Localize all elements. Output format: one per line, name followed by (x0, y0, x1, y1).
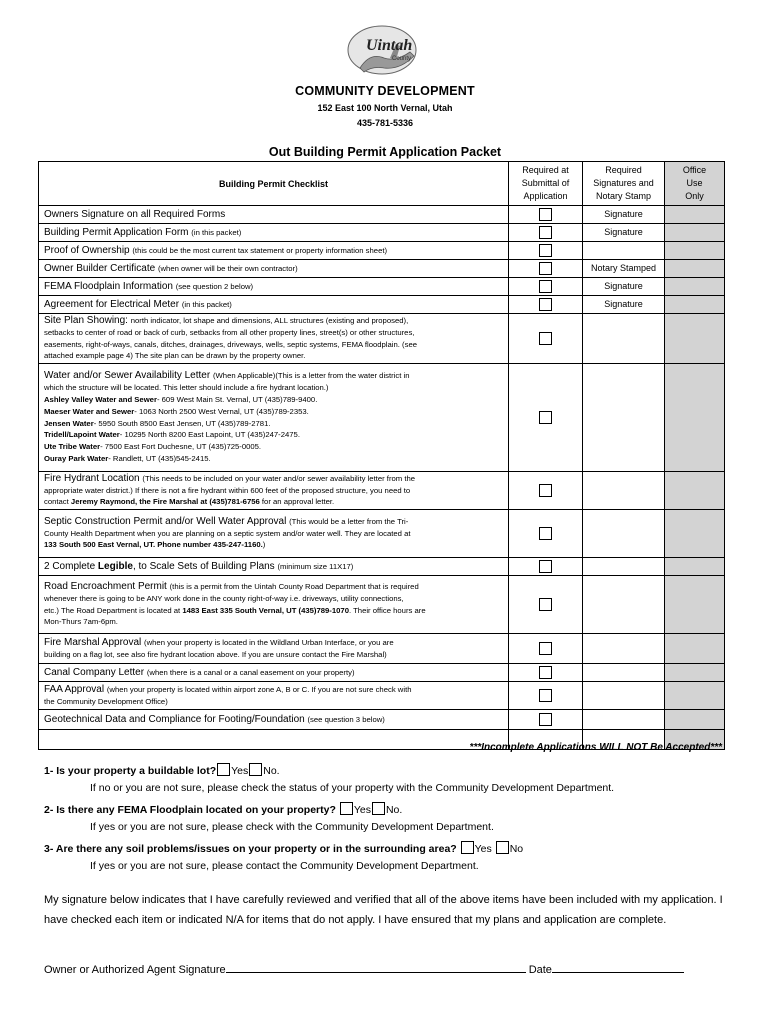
office-use-cell (665, 634, 725, 664)
signature-requirement: Notary Stamped (583, 260, 665, 278)
q1-yes-checkbox[interactable] (217, 763, 230, 776)
required-checkbox[interactable] (539, 527, 552, 540)
checklist-row (39, 278, 725, 296)
office-use-cell (665, 314, 725, 364)
q1-no-checkbox[interactable] (249, 763, 262, 776)
checklist-item-text: Site Plan Showing: north indicator, lot shape and dimensions, ALL structures (existing and proposed), setbacks to center of road or back of curb, setbacks from all other property lines, street(s) or other structures, easements, right-of-ways, canals, ditches, drainages, driveways, wells, septic systems, FEMA floodplain. (see attached example page 4) The site plan can be drawn by the property owner. (39, 314, 509, 364)
signature-requirement (583, 634, 665, 664)
permit-checklist-table (38, 161, 725, 750)
required-checkbox-cell (509, 634, 583, 664)
svg-text:County: County (392, 56, 412, 62)
signature-requirement (583, 242, 665, 260)
incomplete-notice: ***Incomplete Applications WILL NOT Be Accepted*** (469, 742, 722, 753)
checklist-header-row (39, 162, 725, 206)
office-use-cell (665, 278, 725, 296)
department-address: 152 East 100 North Vernal, Utah (317, 103, 453, 113)
checklist-item-text: Fire Hydrant Location (This needs to be included on your water and/or sewer availability letter from the appropriate water district.) If there is not a fire hydrant within 600 feet of the proposed structure, you need to contact Jeremy Raymond, the Fire Marshal at (435)781-6756 for an approval letter. (39, 472, 509, 510)
signature-requirement (583, 664, 665, 682)
checklist-column-header: Building Permit Checklist (39, 162, 509, 206)
required-checkbox[interactable] (539, 642, 552, 655)
checklist-row (39, 242, 725, 260)
office-use-cell (665, 224, 725, 242)
office-use-cell (665, 260, 725, 278)
checklist-row (39, 314, 725, 364)
required-checkbox-cell (509, 558, 583, 576)
required-checkbox[interactable] (539, 280, 552, 293)
checklist-row (39, 634, 725, 664)
checklist-row (39, 510, 725, 558)
question-2-note: If yes or you are not sure, please check with the Community Development Department. (90, 821, 494, 833)
checklist-item-text: FAA Approval (when your property is located within airport zone A, B or C. If you are not sure check with the Community Development Office) (39, 682, 509, 710)
office-use-cell (665, 206, 725, 224)
checklist-row (39, 472, 725, 510)
signature-field[interactable] (226, 962, 526, 973)
checklist-row (39, 260, 725, 278)
q3-no-checkbox[interactable] (496, 841, 509, 854)
required-checkbox-cell (509, 242, 583, 260)
checklist-row (39, 576, 725, 634)
signatures-column-header: Required Signatures and Notary Stamp (583, 162, 665, 206)
required-checkbox[interactable] (539, 262, 552, 275)
office-use-cell (665, 664, 725, 682)
signature-requirement (583, 472, 665, 510)
office-use-cell (665, 710, 725, 730)
checklist-item-text: Owners Signature on all Required Forms (39, 206, 509, 224)
office-column-header: Office Use Only (665, 162, 725, 206)
office-use-cell (665, 576, 725, 634)
office-use-cell (665, 296, 725, 314)
signature-requirement (583, 558, 665, 576)
required-column-header: Required at Submittal of Application (509, 162, 583, 206)
required-checkbox[interactable] (539, 598, 552, 611)
signature-requirement (583, 314, 665, 364)
office-use-cell (665, 242, 725, 260)
checklist-row (39, 682, 725, 710)
office-use-cell (665, 472, 725, 510)
checklist-item-text: Agreement for Electrical Meter (in this packet) (39, 296, 509, 314)
required-checkbox-cell (509, 278, 583, 296)
required-checkbox-cell (509, 364, 583, 472)
office-use-cell (665, 364, 725, 472)
required-checkbox[interactable] (539, 666, 552, 679)
signature-requirement (583, 510, 665, 558)
required-checkbox[interactable] (539, 560, 552, 573)
required-checkbox-cell (509, 472, 583, 510)
checklist-row (39, 206, 725, 224)
required-checkbox[interactable] (539, 244, 552, 257)
question-1-note: If no or you are not sure, please check the status of your property with the Community Development Department. (90, 782, 615, 794)
signature-requirement: Signature (583, 296, 665, 314)
required-checkbox[interactable] (539, 713, 552, 726)
office-use-cell (665, 558, 725, 576)
checklist-item-text: FEMA Floodplain Information (see question 2 below) (39, 278, 509, 296)
signature-requirement: Signature (583, 224, 665, 242)
packet-title: Out Building Permit Application Packet (268, 145, 502, 159)
required-checkbox[interactable] (539, 689, 552, 702)
checklist-item-text: Septic Construction Permit and/or Well Water Approval (This would be a letter from the Tri- County Health Department when you are planning on a septic system and/or water well. They are located at 133 South 500 East Vernal, UT. Phone number 435-247-1160.) (39, 510, 509, 558)
checklist-row (39, 558, 725, 576)
signature-requirement: Signature (583, 278, 665, 296)
checklist-item-text: Canal Company Letter (when there is a canal or a canal easement on your property) (39, 664, 509, 682)
required-checkbox-cell (509, 710, 583, 730)
checklist-row (39, 710, 725, 730)
required-checkbox-cell (509, 510, 583, 558)
required-checkbox-cell (509, 682, 583, 710)
question-2: 2- Is there any FEMA Floodplain located on your property? Yes No. (44, 804, 403, 816)
checklist-item-text: Owner Builder Certificate (when owner will be their own contractor) (39, 260, 509, 278)
signature-requirement (583, 682, 665, 710)
required-checkbox[interactable] (539, 208, 552, 221)
checklist-row (39, 296, 725, 314)
svg-text:Uintah: Uintah (366, 37, 413, 54)
checklist-row (39, 364, 725, 472)
required-checkbox-cell (509, 664, 583, 682)
checklist-item-text: 2 Complete Legible, to Scale Sets of Building Plans (minimum size 11X17) (39, 558, 509, 576)
empty-cell (39, 730, 509, 750)
office-use-cell (665, 682, 725, 710)
checklist-item-text: Building Permit Application Form (in this packet) (39, 224, 509, 242)
required-checkbox-cell (509, 260, 583, 278)
q2-yes-checkbox[interactable] (340, 802, 353, 815)
required-checkbox[interactable] (539, 484, 552, 497)
department-title: COMMUNITY DEVELOPMENT (295, 84, 475, 98)
signature-requirement: Signature (583, 206, 665, 224)
required-checkbox-cell (509, 314, 583, 364)
signature-requirement (583, 576, 665, 634)
signature-line: Owner or Authorized Agent Signature Date (44, 962, 684, 976)
checklist-item-text: Fire Marshal Approval (when your property is located in the Wildland Urban Interface, or you are building on a flag lot, see also fire hydrant location above. If you are unsure contact the Fire Marshal) (39, 634, 509, 664)
required-checkbox[interactable] (539, 411, 552, 424)
q2-no-checkbox[interactable] (372, 802, 385, 815)
department-phone: 435-781-5336 (356, 118, 414, 128)
required-checkbox[interactable] (539, 226, 552, 239)
required-checkbox-cell (509, 296, 583, 314)
required-checkbox[interactable] (539, 332, 552, 345)
checklist-item-text: Proof of Ownership (this could be the most current tax statement or property information sheet) (39, 242, 509, 260)
checklist-item-text: Road Encroachment Permit (this is a permit from the Uintah County Road Department that is required whenever there is going to be ANY work done in the county right-of-way i.e. driveways, utility connections, etc.) The Road Department is located at 1483 East 335 South Vernal, UT (435)789-1070. Their office hours are Mon-Thurs 7am-6pm. (39, 576, 509, 634)
checklist-row (39, 224, 725, 242)
certification-statement: My signature below indicates that I have carefully reviewed and verified that all of the above items have been included with my application. I have checked each item or indicated N/A for items that do not apply. I have ensured that my plans and application are complete. (44, 894, 723, 926)
q3-yes-checkbox[interactable] (461, 841, 474, 854)
checklist-row (39, 664, 725, 682)
uintah-county-logo (340, 22, 430, 82)
required-checkbox-cell (509, 576, 583, 634)
question-3-note: If yes or you are not sure, please contact the Community Development Department. (90, 860, 479, 872)
question-1: 1- Is your property a buildable lot? Yes No. (44, 765, 280, 777)
office-use-cell (665, 510, 725, 558)
required-checkbox-cell (509, 206, 583, 224)
required-checkbox[interactable] (539, 298, 552, 311)
question-3: 3- Are there any soil problems/issues on your property or in the surrounding area? Yes No (44, 843, 524, 855)
checklist-item-text: Geotechnical Data and Compliance for Footing/Foundation (see question 3 below) (39, 710, 509, 730)
signature-requirement (583, 710, 665, 730)
checklist-item-text: Water and/or Sewer Availability Letter (When Applicable)(This is a letter from the water district in which the structure will be located. This letter should include a fire hydrant location.) Ashley Valley Water and Sewer- 609 West Main St. Vernal, UT (435)789-9400. Maeser Water and Sewer- 1063 North 2500 West Vernal, UT (435)789-2353. Jensen Water- 5950 South 8500 East Jensen, UT (435)789-2781. Tridell/Lapoint Water- 10295 North 8200 East Lapoint, UT (435)247-2475. Ute Tribe Water- 7500 East Fort Duchesne, UT (435)725-0005. Ouray Park Water- Randlett, UT (435)545-2415. (39, 364, 509, 472)
required-checkbox-cell (509, 224, 583, 242)
date-field[interactable] (552, 962, 684, 973)
signature-requirement (583, 364, 665, 472)
